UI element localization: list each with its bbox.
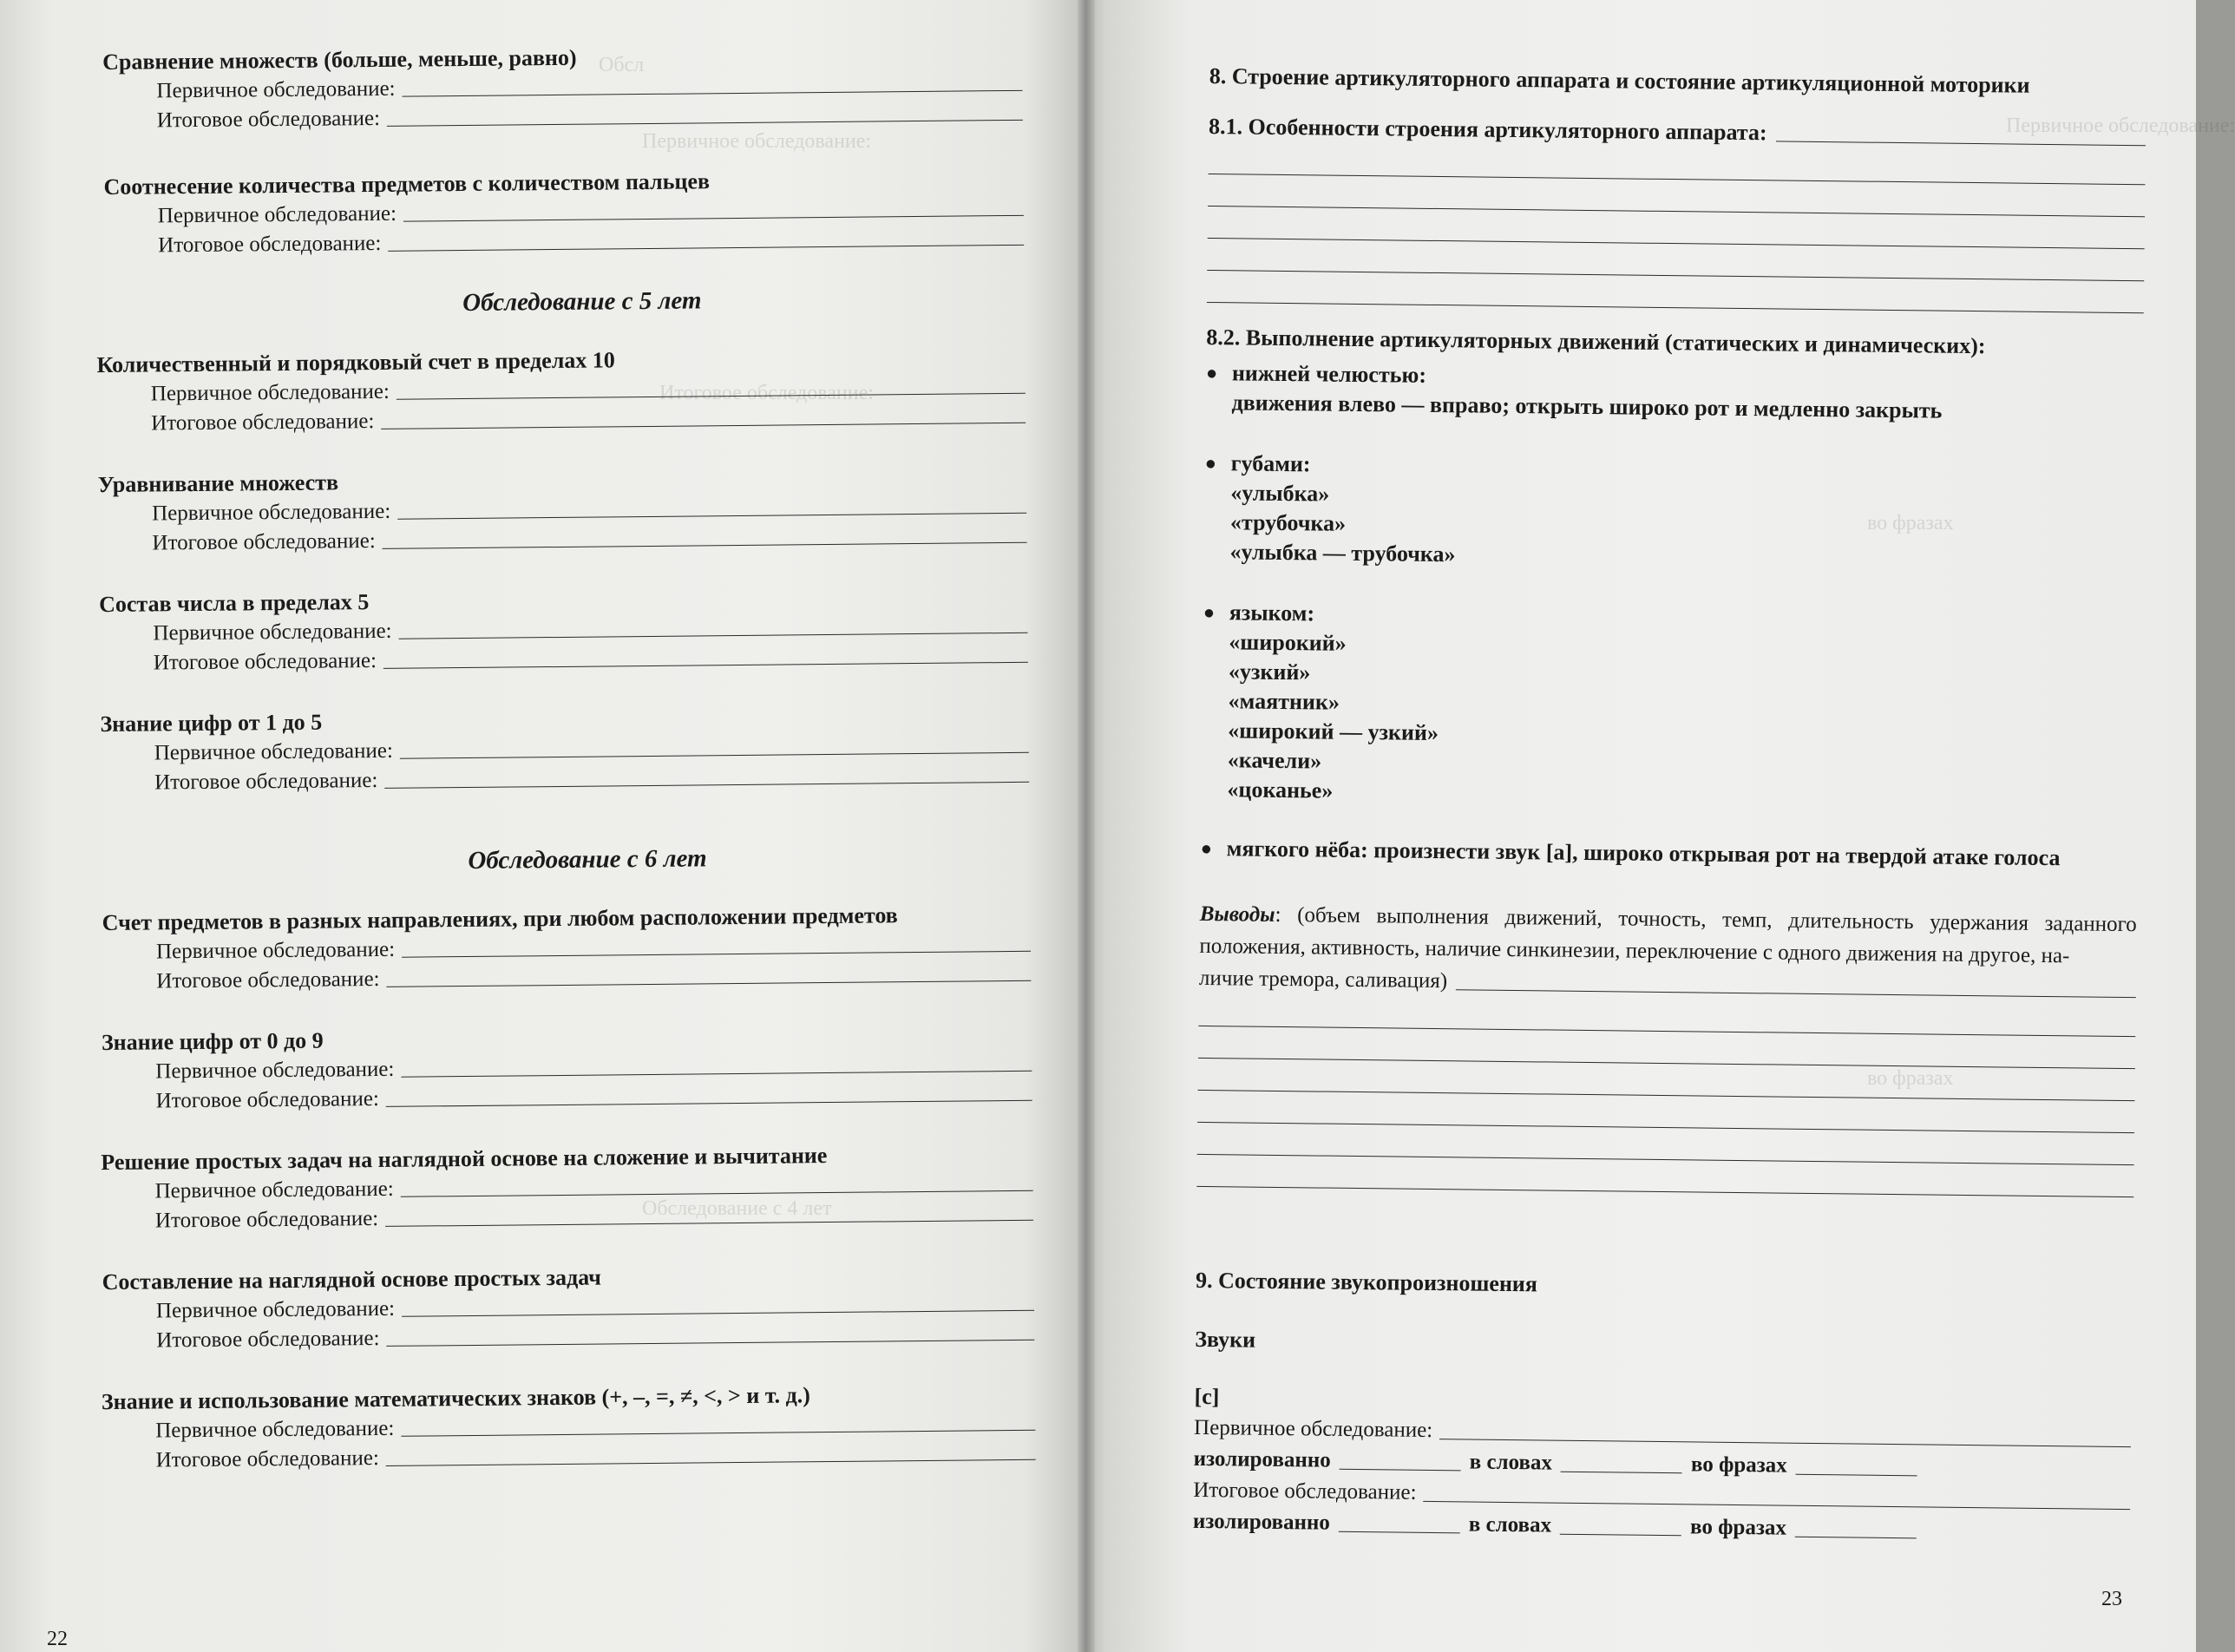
show-through-text: во фразах — [1867, 1067, 1954, 1090]
final-label: Итоговое обследование: — [151, 410, 375, 436]
item-compose-tasks — [102, 1259, 1034, 1356]
tongue-label: языком: — [1229, 600, 1315, 626]
answer-line[interactable] — [1423, 1501, 2130, 1510]
in-words-line[interactable] — [1561, 1472, 1682, 1474]
answer-line[interactable] — [381, 423, 1026, 429]
jaw-text: движения влево — вправо; открыть широко рот и медленно закрыть — [1231, 390, 1943, 423]
in-phrases-label: во фразах — [1690, 1452, 1787, 1478]
primary-label: Первичное обследование: — [157, 201, 397, 228]
answer-line[interactable] — [387, 980, 1032, 987]
section-8-2-title: 8.2. Выполнение артикуляторных движений (статических и динамических): — [1206, 324, 1986, 359]
answer-line[interactable] — [397, 393, 1026, 400]
answer-line[interactable] — [402, 1310, 1034, 1317]
item-count-directions — [102, 900, 1032, 997]
tongue-block — [1201, 598, 2140, 815]
item-title: Решение простых задач на наглядной основе на сложение и вычитание — [101, 1143, 828, 1176]
final-label: Итоговое обследование: — [155, 1086, 379, 1113]
show-through-text: Обсл — [599, 54, 645, 76]
in-words-label: в словах — [1468, 1512, 1552, 1537]
show-through-text: Первичное обследование: — [642, 130, 872, 153]
book-spine-shadow — [1078, 0, 1095, 1652]
item-title: Составление на наглядной основе простых задач — [102, 1264, 601, 1295]
answer-line[interactable] — [401, 1430, 1035, 1437]
answer-line[interactable] — [401, 1190, 1033, 1197]
answer-line[interactable] — [399, 633, 1028, 639]
heading-age-5: Обследование с 5 лет — [462, 286, 702, 318]
primary-label: Первичное обследование: — [150, 379, 390, 406]
in-phrases-line[interactable] — [1796, 1474, 1917, 1477]
section-8-1-title: 8.1. Особенности строения артикуляторного аппарата: — [1208, 113, 1767, 146]
final-label: Итоговое обследование: — [155, 1446, 379, 1472]
show-through-text: Обследование с 4 лет — [642, 1197, 832, 1220]
final-label: Итоговое обследование: — [154, 1207, 379, 1233]
tongue-item: «цоканье» — [1227, 777, 1334, 803]
in-phrases-label: во фразах — [1689, 1515, 1787, 1540]
item-title: Сравнение множеств (больше, меньше, равно) — [102, 44, 577, 75]
item-title: Соотнесение количества предметов с количеством пальцев — [103, 168, 711, 200]
palate-block — [1201, 834, 2138, 874]
primary-label: Первичное обследование: — [152, 499, 391, 526]
item-title: Знание цифр от 0 до 9 — [101, 1027, 324, 1056]
answer-line[interactable] — [384, 782, 1029, 789]
answer-line[interactable] — [387, 120, 1023, 127]
answer-line[interactable] — [400, 752, 1029, 759]
jaw-label: нижней челюстью: — [1231, 360, 1427, 388]
final-label: Итоговое обследование: — [153, 648, 377, 675]
conclusions-text: : (объем выполнения движений, точность, темп, длительность удержания заданного положения, активность, наличие синкинезии, переключение с одного движения на другое, на- — [1199, 902, 2137, 968]
final-label: Итоговое обследование: — [156, 106, 381, 133]
isolated-label: изолированно — [1192, 1509, 1331, 1535]
answer-line[interactable] — [1776, 141, 2146, 146]
jaw-block — [1205, 358, 2143, 428]
left-content — [96, 39, 1036, 1476]
right-page — [1086, 0, 2235, 1652]
answer-line[interactable] — [388, 245, 1024, 252]
lips-label: губами: — [1230, 450, 1311, 477]
answer-line[interactable] — [401, 1071, 1032, 1078]
answer-line[interactable] — [383, 542, 1027, 549]
palate-text: мягкого нёба: произнести звук [а], широко открывая рот на твердой атаке голоса — [1226, 836, 2061, 871]
primary-label: Первичное обследование: — [154, 1177, 394, 1203]
show-through-text: Итоговое обследование: — [659, 382, 874, 404]
item-math-signs — [102, 1379, 1036, 1476]
item-digits-0-9 — [102, 1019, 1032, 1117]
final-label: Итоговое обследование: — [1193, 1478, 1417, 1504]
isolated-line[interactable] — [1340, 1469, 1461, 1472]
lips-item: «улыбка — трубочка» — [1229, 539, 1456, 567]
lips-item: «улыбка» — [1230, 480, 1330, 507]
answer-line[interactable] — [383, 662, 1028, 669]
bullet-icon: ● — [1200, 836, 1213, 860]
primary-label: Первичное обследование: — [154, 738, 394, 765]
tongue-item: «узкий» — [1228, 659, 1311, 685]
answer-line[interactable] — [402, 951, 1031, 958]
item-compare-sets — [102, 39, 1023, 136]
answer-line[interactable] — [1439, 1439, 2131, 1447]
item-equalize-sets — [98, 462, 1027, 559]
item-number-composition — [99, 581, 1028, 678]
final-label: Итоговое обследование: — [156, 967, 380, 993]
final-label: Итоговое обследование: — [154, 768, 378, 795]
in-words-label: в словах — [1469, 1450, 1553, 1475]
heading-age-6: Обследование с 6 лет — [468, 844, 707, 875]
lips-item: «трубочка» — [1229, 509, 1347, 536]
final-label: Итоговое обследование: — [156, 1327, 380, 1353]
show-through-text: во фразах — [1867, 512, 1954, 534]
primary-label: Первичное обследование: — [156, 76, 396, 103]
answer-line[interactable] — [397, 513, 1026, 520]
isolated-line[interactable] — [1339, 1531, 1460, 1534]
answer-line[interactable] — [403, 215, 1024, 222]
final-label: Итоговое обследование: — [158, 231, 382, 258]
show-through-text: Первичное обследование: — [2006, 115, 2235, 137]
page-number: 23 — [2101, 1588, 2122, 1610]
tongue-item: «качели» — [1227, 747, 1322, 774]
answer-line[interactable] — [387, 1340, 1035, 1347]
in-words-line[interactable] — [1560, 1534, 1681, 1537]
item-title: Счет предметов в разных направлениях, при любом расположении предметов — [102, 902, 898, 936]
item-simple-tasks — [101, 1139, 1033, 1236]
tongue-item: «широкий» — [1229, 629, 1347, 656]
tongue-item: «маятник» — [1228, 688, 1340, 715]
left-page — [0, 0, 1086, 1652]
bullet-icon: ● — [1203, 600, 1216, 624]
section-9-title: 9. Состояние звукопроизношения — [1195, 1267, 1538, 1297]
in-phrases-line[interactable] — [1795, 1537, 1917, 1539]
conclusions-label: Выводы — [1199, 901, 1275, 927]
conclusions — [1199, 898, 2137, 973]
right-content — [1193, 61, 2147, 1548]
isolated-label: изолированно — [1193, 1446, 1331, 1472]
item-title: Уравнивание множеств — [97, 469, 339, 498]
answer-line[interactable] — [1456, 989, 2136, 998]
sounds-title: Звуки — [1195, 1326, 1256, 1353]
primary-label: Первичное обследование: — [153, 619, 392, 646]
item-title: Знание цифр от 1 до 5 — [100, 709, 323, 738]
answer-line[interactable] — [386, 1100, 1032, 1107]
primary-label: Первичное обследование: — [155, 937, 396, 964]
section-8-title: 8. Строение артикуляторного аппарата и состояние артикуляционной моторики — [1209, 62, 2030, 98]
bullet-icon: ● — [1204, 451, 1217, 475]
tongue-item: «широкий — узкий» — [1228, 718, 1439, 746]
answer-line[interactable] — [403, 90, 1023, 97]
sound-s-title: [с] — [1194, 1383, 1220, 1410]
primary-label: Первичное обследование: — [155, 1057, 395, 1084]
answer-line[interactable] — [385, 1220, 1033, 1227]
answer-line[interactable] — [386, 1459, 1036, 1466]
bullet-icon: ● — [1205, 361, 1218, 384]
primary-label: Первичное обследование: — [1193, 1415, 1433, 1443]
conclusions-tail: личие тремора, саливация) — [1198, 966, 1448, 993]
final-label: Итоговое обследование: — [152, 529, 376, 555]
primary-label: Первичное обследование: — [155, 1296, 396, 1323]
primary-label: Первичное обследование: — [155, 1416, 395, 1443]
lips-block — [1203, 449, 2141, 577]
item-title: Знание и использование математических знаков (+, –, =, ≠, <, > и т. д.) — [101, 1382, 811, 1415]
item-digits-1-5 — [100, 701, 1029, 798]
page-number: 22 — [47, 1628, 68, 1650]
item-title: Состав числа в пределах 5 — [99, 589, 370, 618]
item-ordinal-count — [96, 342, 1026, 439]
item-count-fingers — [103, 164, 1024, 261]
item-title: Количественный и порядковый счет в пределах 10 — [96, 347, 615, 378]
